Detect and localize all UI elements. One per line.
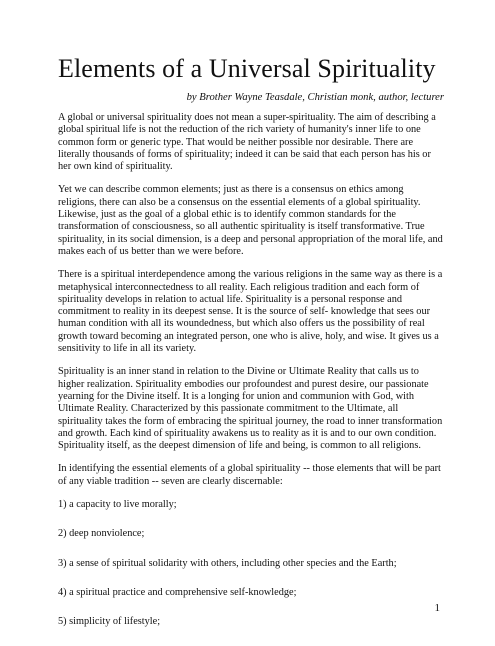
list-item: 1) a capacity to live morally; xyxy=(58,499,177,511)
list-item: 4) a spiritual practice and comprehensive self-knowledge; xyxy=(58,586,297,598)
paragraph: There is a spiritual interdependence among the various religions in the same way as there is a metaphysical interconnectedness to all reality. Each religious tradition and each form of spirituality develops in relation to actual life. Spirituality is a personal response and commitment to reality in its deepest sense. It is the source of self- knowledge that sees our human condition with all its woundedness, but which also offers us the possibility of real growth toward becoming an integrated person, one who is alive, holy, and wise. It gives us a sensitivity to life in all its variety. xyxy=(58,269,443,355)
page-number: 1 xyxy=(434,602,440,614)
document-title: Elements of a Universal Spirituality xyxy=(58,54,436,83)
author-byline: by Brother Wayne Teasdale, Christian monk, author, lecturer xyxy=(186,92,444,103)
paragraph: In identifying the essential elements of a global spirituality -- those elements that will be part of any viable tradition -- seven are clearly discernable: xyxy=(58,463,441,487)
paragraph: A global or universal spirituality does not mean a super-spirituality. The aim of describing a global spiritual life is not the reduction of the rich variety of humanity's inner life to one common form or generic type. That would be neither possible nor desirable. There are literally thousands of forms of spirituality; indeed it can be said that each person has his or her own kind of spirituality. xyxy=(58,112,436,173)
document-body xyxy=(58,112,444,646)
list-item: 2) deep nonviolence; xyxy=(58,528,145,540)
list-item: 5) simplicity of lifestyle; xyxy=(58,616,161,628)
list-item: 3) a sense of spiritual solidarity with others, including other species and the Earth; xyxy=(58,557,397,569)
paragraph: Yet we can describe common elements; just as there is a consensus on ethics among religions, there can also be a consensus on the essential elements of a global spirituality. Likewise, just as the goal of a global ethic is to identify common standards for the transformation of consciousness, so all authentic spirituality is itself transformative. True spirituality, in its social dimension, is a deep and personal appropriation of the moral life, and makes each of us better than we were before. xyxy=(58,184,443,257)
paragraph: Spirituality is an inner stand in relation to the Divine or Ultimate Reality that calls us to higher realization. Spirituality embodies our profoundest and purest desire, our passionate yearning for the Divine itself. It is a longing for union and communion with God, with Ultimate Reality. Characterized by this passionate commitment to the Ultimate, all spirituality takes the form of embracing the spiritual journey, the road to inner transformation and growth. Each kind of spirituality awakens us to reality as it is and to our own condition. Spirituality itself, as the deepest dimension of life and being, is common to all religions. xyxy=(58,366,443,452)
